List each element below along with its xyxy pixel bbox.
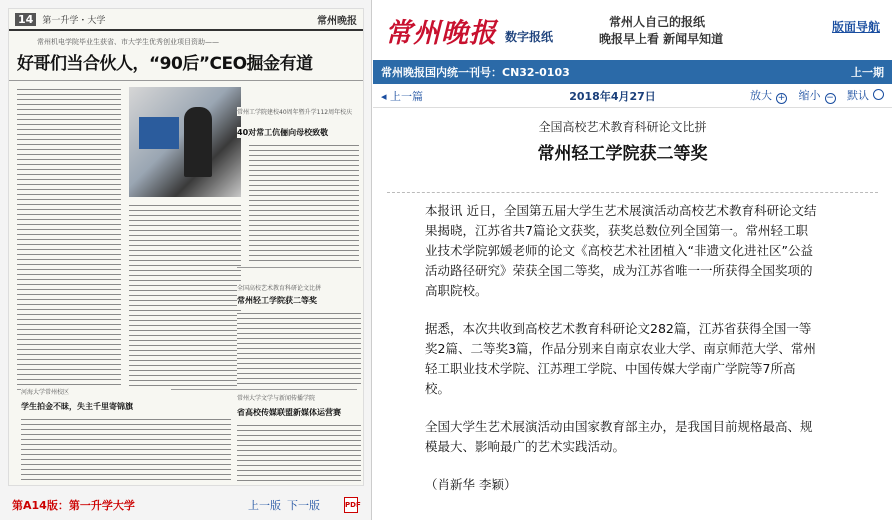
prev-issue-link[interactable]: 上一期 — [851, 66, 884, 79]
next-page-link[interactable]: 下一版 — [287, 499, 320, 512]
mid-article-text — [237, 311, 361, 387]
article-content — [373, 108, 892, 500]
lead-headline: 好哥们当合伙人，“90后”CEO掘金有道 — [9, 49, 363, 81]
page-navigation-link[interactable]: 版面导航 — [831, 20, 880, 34]
slogan — [599, 14, 723, 48]
article-subtitle: 全国高校艺术教育科研论文比拼 — [538, 120, 707, 134]
article-paragraph: 本报讯 近日，全国第五届大学生艺术展演活动高校艺术教育科研论文结果揭晓，江苏省共7篇论文获奖，获奖总数位列全国第一。常州轻工职业技术学院郭媛老师的论文《高校艺术社团植入“非遗文化进社区”公益活动路径研究》荣获全国二等奖，成为江苏省唯一一所获得全国奖项的高职院校。 — [425, 203, 817, 298]
zoom-default-button[interactable]: 默认 — [843, 89, 884, 102]
mid-headline: 常州轻工学院获二等奖 — [237, 295, 361, 306]
page-footer — [0, 490, 372, 520]
lead-photo — [129, 87, 241, 197]
mid-kicker: 全国高校艺术教育科研论文比拼 — [237, 283, 361, 292]
article-body — [373, 201, 892, 495]
side-headline: 40对常工伉俪向母校致敬 — [237, 127, 361, 138]
lead-article-text — [17, 87, 121, 387]
article-paragraph: 全国大学生艺术展演活动由国家教育部主办，是我国目前规格最高、规模最大、影响最广的艺术实践活动。 — [425, 419, 813, 454]
issue-date: 2018年4月27日 — [569, 89, 656, 103]
plus-icon: + — [777, 93, 786, 103]
bottom-right-text — [237, 423, 361, 483]
prev-page-link[interactable]: 上一版 — [248, 499, 281, 512]
prev-article-link[interactable]: ◂ 上一篇 — [381, 89, 424, 103]
zoom-controls — [742, 87, 884, 104]
bottom-left-headline: 学生拍金不昧，失主千里寄锦旗 — [21, 401, 191, 412]
zoom-in-button[interactable]: 放大 + — [750, 89, 786, 103]
newspaper-page-image[interactable] — [8, 8, 364, 486]
newspaper-header — [9, 9, 363, 31]
bottom-right-headline: 省高校传媒联盟新媒体运营赛 — [237, 407, 361, 418]
slogan-line-2: 晚报早上看 新闻早知道 — [599, 32, 724, 46]
divider — [237, 267, 361, 268]
article-paragraph: 据悉，本次共收到高校艺术教育科研论文282篇，江苏省获得全国一等奖2篇、二等奖3篇，作品分别来自南京农业大学、南京师范大学、常州轻工职业技术学院、江苏理工学院、中国传媒大学南广学院等7所高校。 — [425, 321, 816, 396]
article-pane — [373, 0, 892, 520]
brand-logo: 常州晚报 — [385, 17, 497, 49]
issn-bar — [373, 60, 892, 84]
digital-edition-label: 数字报纸 — [505, 29, 554, 44]
pdf-icon[interactable]: PDF — [344, 497, 358, 513]
article-separator — [387, 192, 878, 193]
site-banner — [373, 0, 892, 60]
zoom-out-button[interactable]: 缩小 − — [798, 89, 834, 103]
bottom-right-kicker: 常州大学文学与新闻传播学院 — [237, 393, 361, 402]
side-article-text — [249, 143, 359, 263]
lead-subheadline: 常州机电学院毕业生获省、市大学生优秀创业项目资助—— — [37, 38, 219, 46]
page-version-label: 第A14版：第一升学大学 — [12, 499, 135, 512]
minus-icon: − — [826, 93, 834, 103]
newspaper-page-pane — [0, 0, 372, 520]
issn-label: 常州晚报国内统一刊号：CN32-0103 — [381, 66, 570, 79]
side-kicker: 常州工学院建校40周年暨升学112周年校庆 — [237, 107, 361, 116]
section-name: 第一升学・大学 — [42, 15, 106, 26]
date-toolbar — [373, 84, 892, 108]
page-number: 14 — [15, 13, 36, 26]
slogan-line-1: 常州人自己的报纸 — [609, 15, 706, 29]
bottom-left-text — [21, 417, 231, 483]
lead-article-text-2 — [129, 203, 241, 387]
article-title: 常州轻工学院获二等奖 — [537, 144, 708, 164]
circle-icon — [873, 89, 884, 100]
bottom-left-kicker: 河海大学常州校区 — [21, 387, 171, 396]
article-byline: （肖新华 李颖） — [425, 477, 517, 492]
newspaper-masthead: 常州晚报 — [317, 15, 357, 27]
